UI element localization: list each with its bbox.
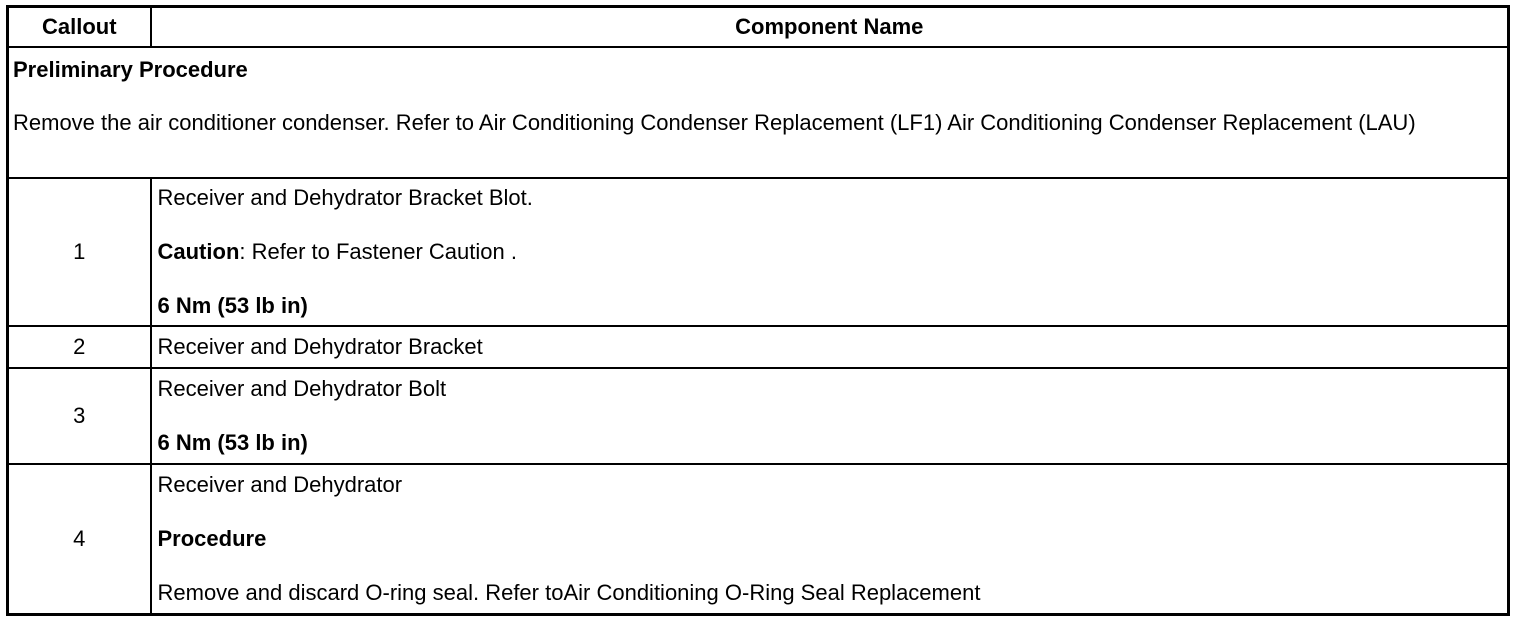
table-row — [8, 326, 1509, 368]
callout-cell: 2 — [8, 326, 151, 368]
preliminary-cell — [8, 47, 1509, 178]
component-cell — [151, 178, 1509, 326]
component-name: Receiver and Dehydrator Bracket Blot. — [157, 185, 533, 210]
component-table-container — [6, 5, 1507, 620]
component-cell — [151, 464, 1509, 615]
caution-line — [158, 238, 1508, 266]
component-name: Receiver and Dehydrator — [157, 472, 403, 497]
header-callout: Callout — [8, 7, 151, 48]
table-row — [8, 178, 1509, 326]
torque-spec: 6 Nm (53 lb in) — [157, 430, 308, 455]
component-cell — [151, 368, 1509, 464]
component-name: Receiver and Dehydrator Bracket — [157, 334, 483, 359]
table-row — [8, 368, 1509, 464]
callout-cell: 3 — [8, 368, 151, 464]
callout-cell: 4 — [8, 464, 151, 615]
caution-label: Caution — [157, 239, 240, 264]
preliminary-text: Remove the air conditioner condenser. Refer to Air Conditioning Condenser Replacement (LF1) Air Conditioning Condenser Replacement (LAU) — [13, 110, 1416, 135]
callout-cell: 1 — [8, 178, 151, 326]
preliminary-row — [8, 47, 1509, 178]
header-component-name: Component Name — [151, 7, 1509, 48]
component-table — [6, 5, 1510, 616]
component-name: Receiver and Dehydrator Bolt — [157, 376, 447, 401]
procedure-label: Procedure — [157, 526, 267, 551]
torque-spec: 6 Nm (53 lb in) — [157, 293, 308, 318]
procedure-text: Remove and discard O-ring seal. Refer toAir Conditioning O-Ring Seal Replacement — [157, 580, 981, 605]
preliminary-title: Preliminary Procedure — [13, 57, 248, 82]
component-cell — [151, 326, 1509, 368]
table-row — [8, 464, 1509, 615]
table-header-row — [8, 7, 1509, 48]
caution-text: : Refer to Fastener Caution . — [239, 239, 517, 264]
